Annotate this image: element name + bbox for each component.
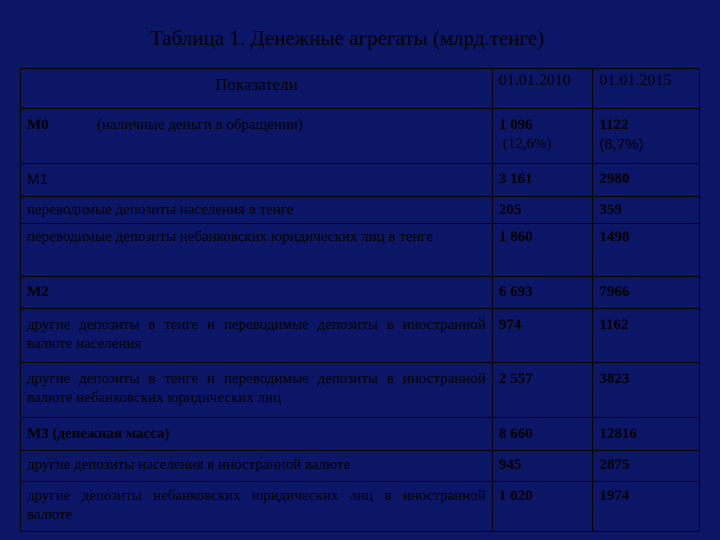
monetary-aggregates-table bbox=[20, 68, 700, 532]
row-value-2010: 1 020 bbox=[492, 482, 593, 532]
table-row bbox=[21, 197, 700, 224]
row-value-2015: 3823 bbox=[593, 363, 700, 418]
row-label: другие депозиты в тенге и переводимые депозиты в иностранной валюте небанковских юридических лиц bbox=[21, 363, 493, 418]
row-value-2015: 1162 bbox=[593, 309, 700, 363]
table-row-m2 bbox=[21, 277, 700, 309]
table-row bbox=[21, 224, 700, 277]
row-value-2010: 205 bbox=[492, 197, 593, 224]
row-label: другие депозиты небанковских юридических лиц в иностранной валюте bbox=[21, 482, 493, 532]
row-value-2010: 974 bbox=[492, 309, 593, 363]
row-code: М0 bbox=[27, 117, 49, 133]
row-label: переводимые депозиты населения в тенге bbox=[21, 197, 493, 224]
row-value-2015: 2875 bbox=[593, 451, 700, 482]
table-row-m1 bbox=[21, 164, 700, 197]
row-value-2010: 1 860 bbox=[492, 224, 593, 277]
row-value-2010: 6 693 bbox=[492, 277, 593, 309]
row-value-2010: 1 096 (12,6%) bbox=[492, 109, 593, 164]
row-value-2010: 945 bbox=[492, 451, 593, 482]
row-value-2015: 12816 bbox=[593, 418, 700, 451]
row-label: М3 (денежная масса) bbox=[21, 418, 493, 451]
table-row bbox=[21, 451, 700, 482]
table-header-row bbox=[21, 69, 700, 109]
table-row bbox=[21, 363, 700, 418]
row-label: М1 bbox=[21, 164, 493, 197]
header-col-2010: 01.01.2010 bbox=[492, 69, 593, 109]
header-col-2015: 01.01.2015 bbox=[593, 69, 700, 109]
row-value-2015: 2980 bbox=[593, 164, 700, 197]
table-row bbox=[21, 482, 700, 532]
row-label: другие депозиты в тенге и переводимые депозиты в иностранной валюте населения bbox=[21, 309, 493, 363]
table-row-m3 bbox=[21, 418, 700, 451]
page-title: Таблица 1. Денежные агрегаты (млрд.тенге) bbox=[150, 26, 545, 50]
row-label: переводимые депозиты небанковских юридических лиц в тенге bbox=[21, 224, 493, 277]
row-value-2010: 3 161 bbox=[492, 164, 593, 197]
row-label bbox=[21, 109, 493, 164]
row-value-2010: 8 660 bbox=[492, 418, 593, 451]
table-row-m0 bbox=[21, 109, 700, 164]
row-label: другие депозиты населения в иностранной валюте bbox=[21, 451, 493, 482]
header-indicator: Показатели bbox=[21, 69, 493, 109]
row-value-2015: 1122 (8,7%) bbox=[593, 109, 700, 164]
row-value-2015: 1498 bbox=[593, 224, 700, 277]
row-value-2015: 7966 bbox=[593, 277, 700, 309]
row-label: М2 bbox=[21, 277, 493, 309]
row-description: (наличные деньги в обращении) bbox=[97, 117, 303, 133]
row-value-2015: 1974 bbox=[593, 482, 700, 532]
row-value-2015: 359 bbox=[593, 197, 700, 224]
row-value-2010: 2 557 bbox=[492, 363, 593, 418]
table-row bbox=[21, 309, 700, 363]
